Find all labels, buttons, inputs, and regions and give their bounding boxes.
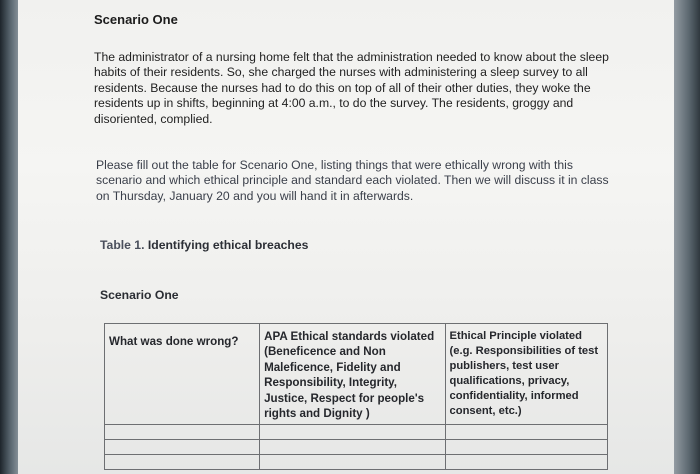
instructions-paragraph: Please fill out the table for Scenario One, listing things that were ethically wrong with this scenario and which ethical principle and standard each violated. Then we will discuss it in class on Thursday, January 20 and you will hand it in afterwards. — [96, 158, 609, 203]
header-apa-standards: APA Ethical standards violated (Beneficence and Non Maleficence, Fidelity and Responsibility, Integrity, Justice, Respect for people's rights and Dignity ) — [260, 324, 445, 425]
table-cell[interactable] — [105, 425, 260, 440]
table-cell[interactable] — [105, 455, 260, 470]
table-cell[interactable] — [445, 455, 607, 470]
table-row — [105, 440, 608, 455]
table-scenario-label: Scenario One — [100, 288, 179, 302]
scenario-heading: Scenario One — [94, 12, 178, 27]
table-row — [105, 425, 608, 440]
table-cell[interactable] — [260, 455, 445, 470]
scenario-description: The administrator of a nursing home felt that the administration needed to know about the sleep habits of their residents. So, she charged the nurses with administering a sleep survey to all residents. Because the nurses had to do this on top of all of their other duties, they woke the residents up in shifts, beginning at 4:00 a.m., to do the survey. The residents, groggy and disoriented, complied. — [94, 50, 609, 126]
table-cell[interactable] — [260, 425, 445, 440]
table-header-row — [105, 324, 608, 425]
table-cell[interactable] — [260, 440, 445, 455]
header-what-was-wrong: What was done wrong? — [105, 324, 260, 425]
table-cell[interactable] — [105, 440, 260, 455]
table-caption-number: Table 1. — [100, 238, 145, 252]
table-caption — [100, 238, 308, 252]
header-ethical-principle: Ethical Principle violated (e.g. Responsibilities of test publishers, test user qualifications, privacy, confidentiality, informed consent, etc.) — [445, 324, 607, 425]
table-cell[interactable] — [445, 440, 607, 455]
table-row — [105, 455, 608, 470]
table-caption-title: Identifying ethical breaches — [147, 238, 309, 252]
ethical-breaches-table — [104, 323, 608, 470]
page-right-shadow — [672, 0, 700, 474]
table-cell[interactable] — [445, 425, 607, 440]
document-page — [18, 0, 674, 474]
